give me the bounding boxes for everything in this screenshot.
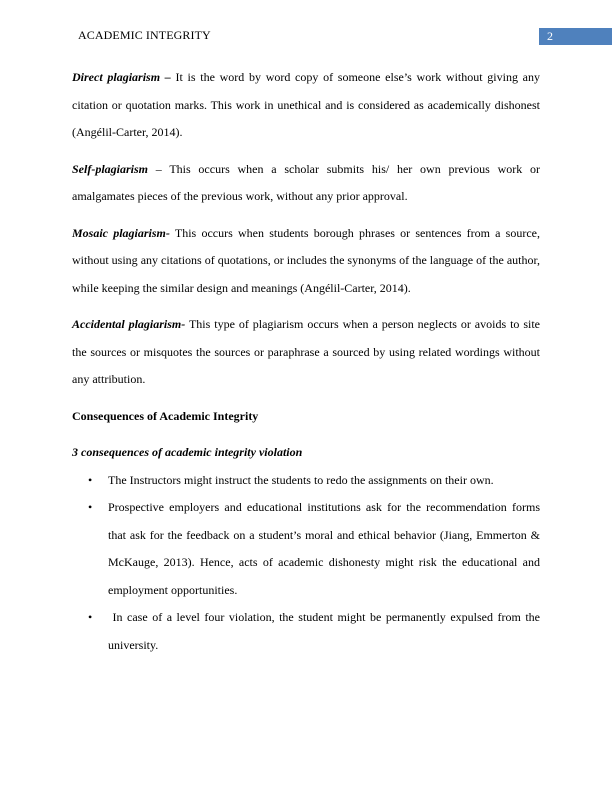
definition-mosaic-plagiarism: This occurs when students borough phrases or sentences from a source, without using any citations of quotations, or includes the synonyms of the language of the author, while keeping the similar design and meanings (Angélil-Carter, 2014). [72,225,540,295]
definition-accidental-plagiarism: This type of plagiarism occurs when a person neglects or avoids to site the sources or misquotes the sources or paraphrase a sourced by using related wordings without any attribution. [72,317,540,386]
term-mosaic-plagiarism: Mosaic plagiarism- [72,225,170,240]
definition-self-plagiarism: – This occurs when a scholar submits his/ her own previous work or amalgamates pieces of the previous work, without any prior approval. [72,161,540,203]
document-body [72,64,540,659]
paragraph-self-plagiarism [72,156,540,211]
page-number-badge: 2 [539,28,612,45]
bullet-icon: • [88,610,93,624]
consequences-heading: Consequences of Academic Integrity [72,408,259,423]
paragraph-mosaic-plagiarism [72,220,540,303]
paragraph-direct-plagiarism [72,64,540,147]
list-item-text: Prospective employers and educational institutions ask for the recommendation forms that ask for the feedback on a student’s moral and ethical behavior (Jiang, Emmerton & McKauge, 2013). Hence, acts of academic dishonesty might risk the educational and employment opportunities. [108,500,540,597]
bullet-icon: • [88,472,93,487]
list-item [72,604,540,659]
term-self-plagiarism: Self-plagiarism [72,161,149,176]
running-header-title: ACADEMIC INTEGRITY [78,28,211,42]
list-item [72,494,540,604]
term-accidental-plagiarism: Accidental plagiarism- [72,317,186,331]
list-item-text: The Instructors might instruct the students to redo the assignments on their own. [108,472,494,487]
list-item [72,467,540,495]
bullet-icon: • [88,500,93,514]
list-item-text: In case of a level four violation, the student might be permanently expulsed from the university. [108,610,540,652]
paragraph-accidental-plagiarism [72,311,540,394]
consequences-subheading: 3 consequences of academic integrity violation [72,445,303,459]
definition-direct-plagiarism: It is the word by word copy of someone else’s work without giving any citation or quotation marks. This work in unethical and is considered as academically dishonest (Angélil-Carter, 2014). [72,70,540,139]
term-direct-plagiarism: Direct plagiarism – [72,70,171,84]
consequences-list [72,467,540,660]
